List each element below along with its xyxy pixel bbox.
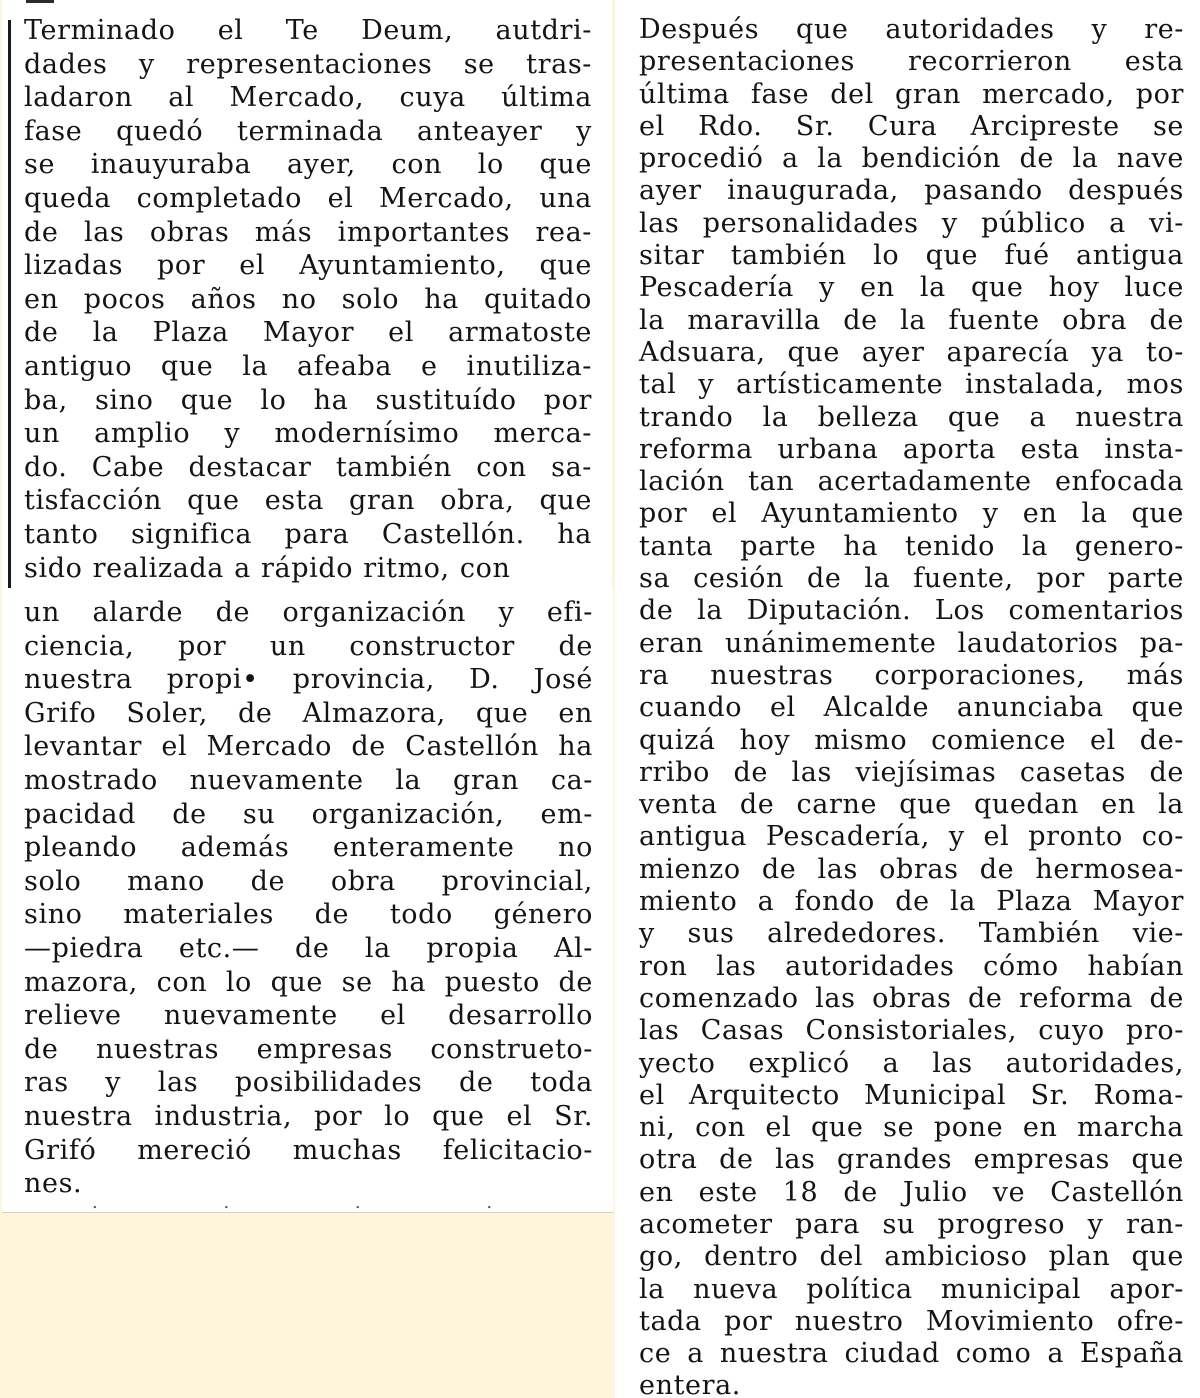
text-line: ras y las posibilidades de toda [24, 1067, 593, 1099]
text-line: el Rdo. Sr. Cura Arcipreste se [639, 110, 1184, 142]
text-line: la nueva política municipal apor- [639, 1273, 1184, 1305]
text-line: ce a nuestra ciudad como a España [639, 1338, 1184, 1370]
text-line: Terminado el Te Deum, autdri- [24, 15, 592, 46]
text-line: relieve nuevamente el desarrollo [24, 1000, 593, 1032]
text-line: sido realizada a rápido ritmo, con [24, 552, 511, 584]
text-line: Después que autoridades y re- [639, 14, 1184, 45]
text-line: mazora, con lo que se ha puesto de [24, 966, 593, 998]
text-line: se inauyuraba ayer, con lo que [24, 149, 592, 181]
text-line: en este 18 de Julio ve Castellón [639, 1176, 1184, 1208]
text-line: presentaciones recorrieron esta [639, 46, 1184, 78]
text-line: cuando el Alcalde anunciaba que [639, 692, 1184, 724]
text-line: miento a fondo de la Plaza Mayor [639, 886, 1184, 918]
text-line: ladaron al Mercado, cuya última [24, 82, 592, 114]
text-line: ron las autoridades cómo habían [639, 950, 1184, 982]
text-line: venta de carne que quedan en la [639, 789, 1184, 821]
text-line: en pocos años no solo ha quitado [24, 283, 592, 315]
paragraph-bottom-left [24, 596, 593, 1201]
text-line: fase quedó terminada anteayer y [24, 115, 592, 147]
text-line: comenzado las obras de reforma de [639, 982, 1184, 1014]
article-clip-top-left [2, 0, 612, 588]
text-line: mostrado nuevamente la gran ca- [24, 764, 593, 796]
text-line: tada por nuestro Movimiento ofre- [639, 1305, 1184, 1337]
separator-dots: . . . . [92, 1192, 553, 1213]
text-line: nes. [24, 1168, 83, 1200]
text-line: y sus alrededores. También vie- [639, 918, 1184, 950]
text-line: las personalidades y público a vi- [639, 207, 1184, 239]
text-line: mienzo de las obras de hermosea- [639, 853, 1184, 885]
text-line: solo mano de obra provincial, [24, 865, 593, 897]
text-line: sitar también lo que fué antigua [639, 240, 1184, 272]
article-clip-bottom-left [2, 588, 613, 1213]
text-line: acometer para su progreso y ran- [639, 1208, 1184, 1240]
text-line: tanta parte ha tenido la genero- [639, 530, 1184, 562]
text-line: antiguo que la afeaba e inutiliza- [24, 350, 592, 382]
header-rule [26, 0, 54, 3]
text-line: trando la belleza que a nuestra [639, 401, 1184, 433]
text-line: levantar el Mercado de Castellón ha [24, 731, 593, 763]
text-line: quizá hoy mismo comience el de- [639, 724, 1184, 756]
text-line: de las obras más importantes rea- [24, 216, 592, 248]
column-rule [8, 20, 11, 588]
text-line: ciencia, por un constructor de [24, 630, 593, 662]
text-line: procedió a la bendición de la nave [639, 143, 1184, 175]
text-line: reforma urbana aporta esta insta- [639, 433, 1184, 465]
text-line: ni, con el que se pone en marcha [639, 1112, 1184, 1144]
text-line: do. Cabe destacar también con sa- [24, 451, 592, 483]
text-line: sa cesión de la fuente, por parte [639, 563, 1184, 595]
text-line: go, dentro del ambicioso plan que [639, 1241, 1184, 1273]
text-line: pleando además enteramente no [24, 832, 593, 864]
text-line: entera. [639, 1370, 741, 1398]
text-line: de nuestras empresas construeto- [24, 1033, 593, 1065]
text-line: ra nuestras corporaciones, más [639, 659, 1184, 691]
text-line: el Arquitecto Municipal Sr. Roma- [639, 1079, 1184, 1111]
text-line: ayer inaugurada, pasando después [639, 175, 1184, 207]
text-line: sino materiales de todo género [24, 899, 593, 931]
text-line: eran unánimemente laudatorios pa- [639, 627, 1184, 659]
text-line: nuestra industria, por lo que el Sr. [24, 1100, 593, 1132]
text-line: otra de las grandes empresas que [639, 1144, 1184, 1176]
text-line: de la Diputación. Los comentarios [639, 595, 1184, 627]
text-line: ba, sino que lo ha sustituído por [24, 384, 592, 416]
text-line: yecto explicó a las autoridades, [639, 1047, 1184, 1079]
text-line: pacidad de su organización, em- [24, 798, 593, 830]
text-line: queda completado el Mercado, una [24, 182, 592, 214]
text-line: de la Plaza Mayor el armatoste [24, 317, 592, 349]
text-line: —piedra etc.— de la propia Al- [24, 932, 593, 964]
text-line: lación tan acertadamente enfocada [639, 466, 1184, 498]
text-line: un amplio y modernísimo merca- [24, 418, 592, 450]
text-line: rribo de las viejísimas casetas de [639, 756, 1184, 788]
text-line: tisfacción que esta gran obra, que [24, 485, 592, 517]
text-line: tanto significa para Castellón. ha [24, 518, 592, 550]
text-line: Pescadería y en la que hoy luce [639, 272, 1184, 304]
paragraph-top-left [24, 14, 592, 585]
text-line: Grifo Soler, de Almazora, que en [24, 697, 593, 729]
text-line: por el Ayuntamiento y en la que [639, 498, 1184, 530]
article-clip-right [615, 0, 1200, 1398]
text-line: lizadas por el Ayuntamiento, que [24, 250, 592, 282]
paragraph-right [639, 14, 1184, 1398]
text-line: última fase del gran mercado, por [639, 78, 1184, 110]
text-line: nuestra propi• provincia, D. José [24, 664, 593, 696]
text-line: tal y artísticamente instalada, mos [639, 369, 1184, 401]
text-line: Adsuara, que ayer aparecía ya to- [639, 336, 1184, 368]
text-line: antigua Pescadería, y el pronto co- [639, 821, 1184, 853]
text-line: dades y representaciones se tras- [24, 48, 592, 80]
text-line: Grifó mereció muchas felicitacio- [24, 1134, 593, 1166]
text-line: un alarde de organización y efi- [24, 597, 593, 628]
text-line: la maravilla de la fuente obra de [639, 304, 1184, 336]
text-line: las Casas Consistoriales, cuyo pro- [639, 1015, 1184, 1047]
